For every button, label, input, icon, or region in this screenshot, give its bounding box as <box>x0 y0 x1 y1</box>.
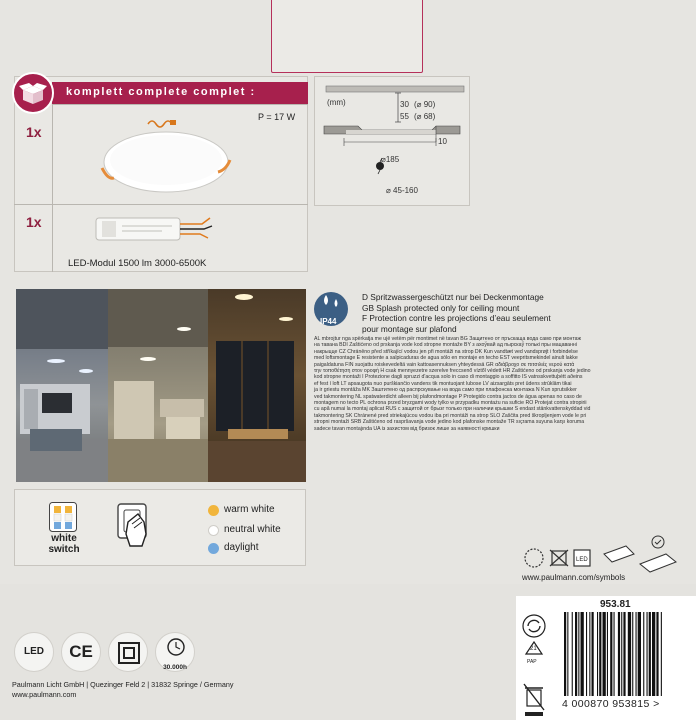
room-photo-neutral <box>108 289 208 482</box>
company-web: www.paulmann.com <box>12 690 77 699</box>
class2-badge <box>108 632 148 672</box>
scope-column-divider <box>52 104 53 272</box>
multilang-line: sadece tavan montajında UA із захистом від бризок лише за наявності кришки <box>314 425 500 432</box>
barcode-bar <box>614 612 615 696</box>
barcode-bar <box>564 612 566 696</box>
barcode-bar <box>572 612 573 696</box>
barcode-bar <box>603 612 606 696</box>
panel-light-image <box>96 116 236 203</box>
top-flap-outline <box>271 0 423 73</box>
ip-line-d: D Spritzwassergeschützt nur bei Deckenmontage <box>362 292 544 302</box>
recycle-label: PAP <box>527 659 537 665</box>
barcode-bar <box>575 612 577 696</box>
barcode-bar <box>638 612 641 696</box>
multilang-line: ved takmontering NL spatwaterdicht alleen bij plafondmontage P Protegido contra jactos de água apenas no caso de <box>314 393 582 400</box>
multilang-line: накрыцце CZ Chráněno před stříkající vodou jen při montáži na strop DK Kun vandtæt ved vandsprøjt i forbindelse <box>314 348 578 355</box>
white-switch-icon <box>49 502 77 537</box>
product-number: 953.81 <box>600 599 631 610</box>
dimension-cut2: (⌀ 68) <box>414 112 436 121</box>
symbols-url: www.paulmann.com/symbols <box>522 573 626 582</box>
barcode-bar <box>581 612 584 696</box>
room-photo-warm <box>208 289 306 482</box>
barcode-bar <box>589 612 590 696</box>
multilang-line: AL mbrojtur nga spërkatja me ujë vetëm për montimet në tavan BG Защитено от пръскаща вода само при монтаж <box>314 336 581 342</box>
item1-qty: 1x <box>26 124 42 140</box>
ip44-label: IP44 <box>320 317 337 326</box>
dimension-depth1: 30 <box>400 100 409 109</box>
ip44-icon <box>314 289 348 334</box>
barcode-bar <box>618 612 620 696</box>
multilang-line: takmontering SK Chránené pred striekajúcou vodou iba pri montáži na strop SLO Zaščita pred škropljenjem vode le pri <box>314 412 587 419</box>
multilang-line: stropni montaži SRB Zaštićeno od raspršavanja vode jedino kod plafonske montaže TR sıçrama suyuna karşı koruma <box>314 419 585 426</box>
box-icon <box>12 72 54 114</box>
scope-row-divider <box>14 204 308 205</box>
driver-image <box>92 212 222 251</box>
company-info <box>12 680 233 700</box>
multilang-line: paigaldatuna FIN suojattu roiskevedeltä vain kattoasennuksen yhteydessä GR αδιάβροχο σε πιτσιλιές νερού κατά <box>314 361 575 368</box>
barcode-bar <box>647 612 648 696</box>
ean-barcode <box>562 612 690 709</box>
item2-label: LED-Modul 1500 lm 3000-6500K <box>68 258 207 269</box>
color-label-daylight: daylight <box>224 542 259 553</box>
barcode-bar <box>610 612 612 696</box>
company-address: Paulmann Licht GmbH | Quezinger Feld 2 | 31832 Springe / Germany <box>12 680 234 689</box>
barcode-bar <box>597 612 598 696</box>
multilang-line: ja ir griestu montāža MK Заштитено од распрскување на вода само при плафонска монтажа N Kun sprutsikker <box>314 387 577 394</box>
barcode-bar <box>632 612 633 696</box>
barcode-bar <box>621 612 622 696</box>
multilang-line: ef fest í loft LT apsaugota nuo purškiančio vandens tik montuojant lubose LV aizsargāts pret ūdens strūklām tikai <box>314 380 572 387</box>
ce-badge <box>61 632 101 672</box>
dimension-diameter: ⌀185 <box>381 155 400 164</box>
item2-qty: 1x <box>26 214 42 230</box>
hand-switch-icon <box>116 500 156 555</box>
color-label-neutral: neutral white <box>224 524 281 535</box>
symbol-icons <box>522 546 594 575</box>
dimension-depth2: 55 <box>400 112 409 121</box>
recycle-code: 21 <box>530 646 537 652</box>
ip-line-f1: F Protection contre les projections d’eau seulement <box>362 313 551 324</box>
multilang-line: kod stropne montaži I Protezione dagli spruzzi d'acqua solo in caso di montaggio a soffitto IS vatnsskvettuþétt aðeins <box>314 374 583 381</box>
barcode-bar <box>649 612 651 696</box>
led-badge-text: LED <box>24 646 44 657</box>
color-dot-daylight <box>208 543 219 554</box>
multilang-line: med loftsmontage E resistente a salpicaduras de agua sólo en montaje en techo EST veepritsmekindel ainult lakke <box>314 355 578 362</box>
white-switch-label <box>46 533 82 555</box>
multilang-line: montagem no tecto PL ochrona przed bryzgami wody tylko w przypadku montażu na suficie RO Protejat contra stropirii <box>314 400 587 407</box>
dimension-rim: 10 <box>438 137 447 146</box>
multilang-line: την τοποθέτηση στον οροφή H csak mennyezetre szerelve freccsenő víztől védett HR Zaštićeno od prskanja vode jedino <box>314 368 591 375</box>
barcode-bar <box>599 612 601 696</box>
barcode-bar <box>652 612 655 696</box>
barcode-bar <box>592 612 594 696</box>
scope-divider <box>52 104 308 105</box>
barcode-bar <box>578 612 579 696</box>
ip-multilang-text <box>314 336 644 432</box>
barcode-digits: 4 000870 953815 > <box>562 698 660 710</box>
barcode-bar <box>607 612 608 696</box>
ce-badge-text: CE <box>69 642 93 661</box>
lifetime-hours: 30.000h <box>163 664 187 671</box>
dimension-cutout: ⌀ 45-160 <box>386 186 418 195</box>
dimension-cut1: (⌀ 90) <box>414 100 436 109</box>
barcode-bar <box>623 612 625 696</box>
barcode-bar <box>643 612 644 696</box>
barcode-bar <box>656 612 658 696</box>
ip-line-f2: pour montage sur plafond <box>362 323 457 334</box>
barcode-bar <box>628 612 631 696</box>
ip-line-gb: GB Splash protected only for ceiling mount <box>362 302 520 313</box>
dimension-unit: (mm) <box>327 98 346 107</box>
ip-translations <box>362 292 551 334</box>
barcode-bar <box>567 612 568 696</box>
lifetime-badge <box>155 632 195 672</box>
led-badge <box>14 632 54 672</box>
svg-text:LED: LED <box>576 557 588 563</box>
barcode-bar <box>636 612 637 696</box>
recycle-icons <box>520 614 550 720</box>
item1-power: P = 17 W <box>258 112 296 122</box>
barcode-bar <box>586 612 587 696</box>
white-switch-label-line1: white <box>51 533 77 544</box>
multilang-line: cu apă numai la montaj aplicat RUS с защитой от брызг только при наличии крышки S endast stänkvattenskyddad vid <box>314 406 591 413</box>
color-label-warm: warm white <box>224 504 275 515</box>
barcode-bar <box>661 612 662 696</box>
color-dot-warm <box>208 505 219 516</box>
white-switch-label-line2: switch <box>48 544 80 555</box>
room-photo-daylight <box>16 289 108 482</box>
color-dot-neutral <box>208 525 219 536</box>
multilang-line: на тавана BDI Zaštićeno od prskanja vode kod stropne montaže BY з ахоўвай ад пырскаў толькі пры мацаванні <box>314 342 577 349</box>
scope-banner: komplett complete complet : <box>52 82 308 104</box>
